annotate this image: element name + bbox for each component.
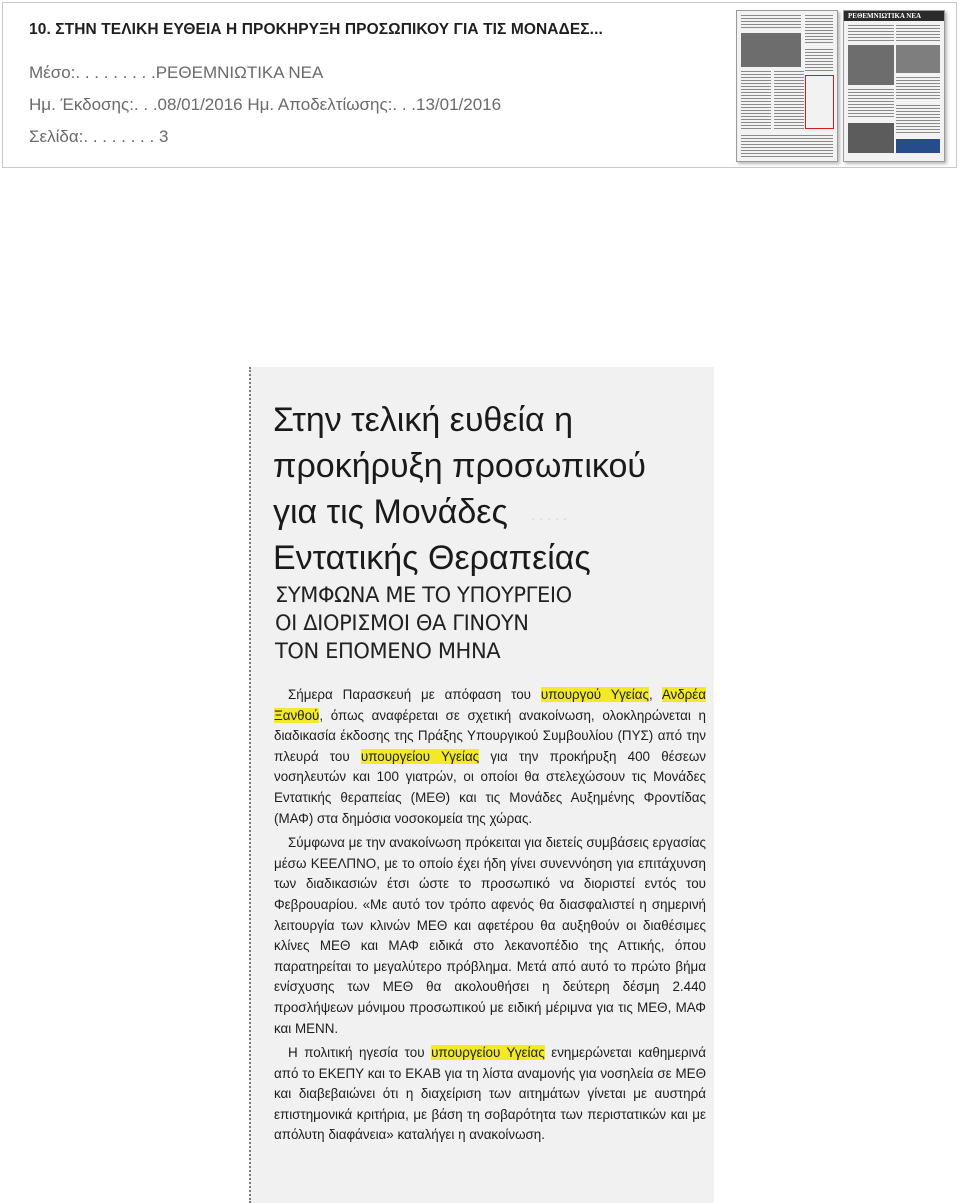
highlighted-term: υπουργείου Υγείας [431,1045,545,1061]
medium-line: Μέσο:. . . . . . . . .ΡΕΘΕΜΝΙΩΤΙΚΑ ΝΕΑ [29,63,324,82]
thumbnail-masthead: ΡΕΘΕΜΝΙΩΤΙΚΑ ΝΕΑ [844,11,944,21]
paragraph: Σύμφωνα με την ανακοίνωση πρόκειται για διετείς συμβάσεις εργασίας μέσω ΚΕΕΛΠΝΟ, με το οποίο έχει ήδη γίνει συνεννόηση για επιτάχυνση των διαδικασιών έτσι ώστε το προσωπικό να διοριστεί εντός του Φεβρουαρίου. «Με αυτό τον τρόπο αφενός θα διασφαλιστεί η σημερινή λειτουργία των κλινών ΜΕΘ και αφετέρου θα αυξηθούν οι διαθέσιμες κλίνες ΜΕΘ και ΜΑΦ ειδικά στο λεκανοπέδιο της Αττικής, όπου παρατηρείται το μεγαλύτερο πρόβλημα. Μετά από αυτό το πρώτο βήμα ενίσχυσης των ΜΕΘ θα ακολουθήσει η δεύτερη δέσμη 2.440 προσλήψεων μόνιμου προσωπικού με ειδική μέριμνα για τις ΜΕΘ, ΜΑΦ και ΜΕΝΝ. [274,835,706,1036]
page-line: Σελίδα:. . . . . . . . 3 [29,127,169,146]
dates-line: Ημ. Έκδοσης:. . .08/01/2016 Ημ. Αποδελτίωσης:. . .13/01/2016 [29,95,502,114]
article-clipping [249,367,714,1203]
bleed-through-text: · · · · · [531,511,568,526]
article-headline: Στην τελική ευθεία η προκήρυξη προσωπικού για τις Μονάδες Εντατικής Θεραπείας [273,401,646,577]
highlighted-term: Ανδρέα Ξανθού [274,687,706,723]
newspaper-page-thumbnail[interactable] [736,10,838,162]
paragraph: Σήμερα Παρασκευή με απόφαση του υπουργού Υγείας, Ανδρέα Ξανθού, όπως αναφέρεται σε σχετική ανακοίνωση, ολοκληρώνεται η διαδικασία έκδοσης της Πράξης Υπουργικού Συμβουλίου (ΠΥΣ) από την πλευρά του υπουργείου Υγείας για την προκήρυξη 400 θέσεων νοσηλευτών και 100 γιατρών, οι οποίοι θα στελεχώσουν τις Μονάδες Εντατικής θεραπείας (ΜΕΘ) και τις Μονάδες Αυξημένης Φροντίδας (ΜΑΦ) στα δημόσια νοσοκομεία της χώρας. [274,687,706,826]
paragraph: Η πολιτική ηγεσία του υπουργείου Υγείας ενημερώνεται καθημερινά από το ΕΚΕΠΥ και το ΕΚΑΒ για τη λίστα αναμονής για νοσηλεία σε ΜΕΘ και διαβεβαιώνει ότι η διαχείριση των αιτημάτων γίνεται με αυστηρά επιστημονικά κριτήρια, με βάση τη σοβαρότητα των περιστατικών και με απόλυτη διαφάνεια» καταλήγει η ανακοίνωση. [274,1045,706,1143]
article-body [274,685,706,1150]
highlighted-term: υπουργείου Υγείας [360,748,480,764]
highlighted-term: υπουργού Υγείας [540,687,649,702]
article-subheading: ΣΥΜΦΩΝΑ ΜΕ ΤΟ ΥΠΟΥΡΓΕΙΟ ΟΙ ΔΙΟΡΙΣΜΟΙ ΘΑ ΓΙΝΟΥΝ ΤΟΝ ΕΠΟΜΕΝΟ ΜΗΝΑ [275,583,572,663]
newspaper-front-thumbnail[interactable] [843,10,945,162]
clipping-title[interactable]: 10. ΣΤΗΝ ΤΕΛΙΚΗ ΕΥΘΕΙΑ Η ΠΡΟΚΗΡΥΞΗ ΠΡΟΣΩΠΙΚΟΥ ΓΙΑ ΤΙΣ ΜΟΝΑΔΕΣ... [29,21,603,38]
